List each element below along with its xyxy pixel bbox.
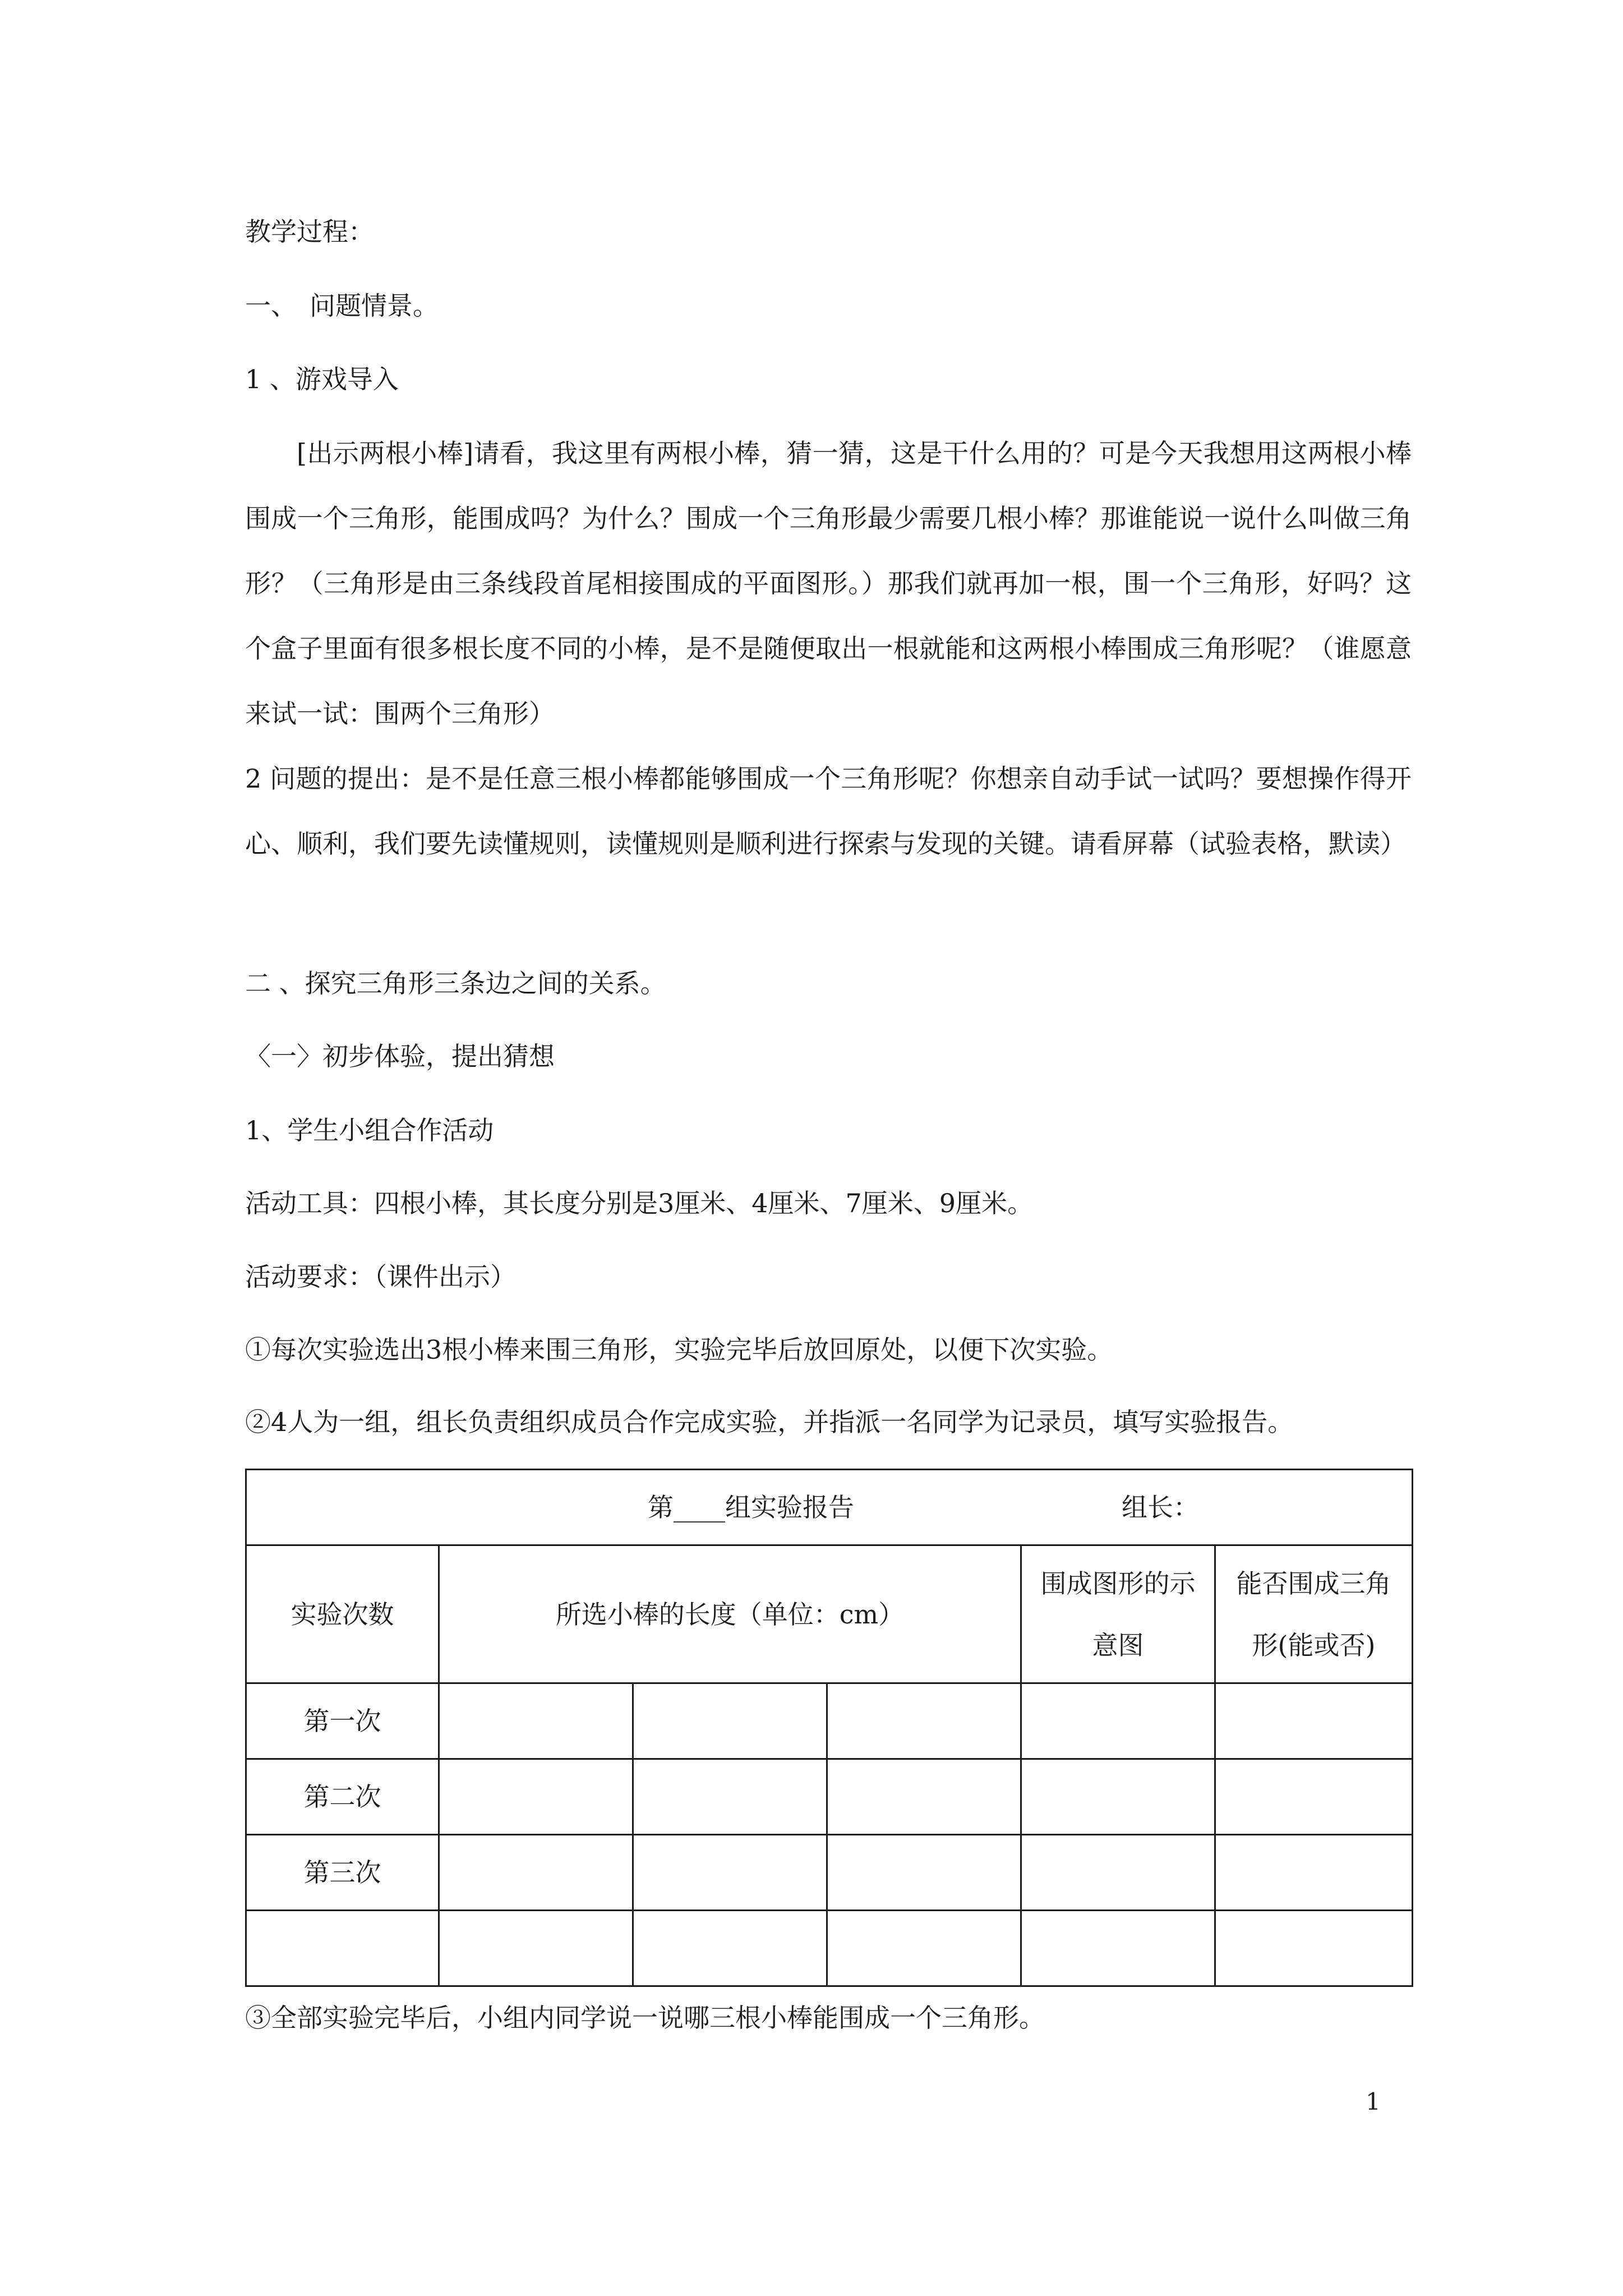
activity-tools: 活动工具：四根小棒，其长度分别是3厘米、4厘米、7厘米、9厘米。 <box>245 1188 1034 1218</box>
header-can-form-triangle <box>1215 1545 1413 1683</box>
requirement-one: ①每次实验选出3根小棒来围三角形，实验完毕后放回原处，以便下次实验。 <box>245 1335 1113 1365</box>
length-cell[interactable] <box>827 1835 1021 1911</box>
result-cell[interactable] <box>1215 1683 1413 1759</box>
subsection-group-activity: 1、学生小组合作活动 <box>245 1115 494 1145</box>
length-cell[interactable] <box>633 1683 827 1759</box>
header-shape-diagram-text: 围成图形的示意图 <box>1040 1568 1196 1660</box>
row-label: 第三次 <box>246 1835 439 1911</box>
length-cell[interactable] <box>439 1759 633 1835</box>
length-cell[interactable] <box>827 1683 1021 1759</box>
section-two-title: 二 、探究三角形三条边之间的关系。 <box>245 968 666 999</box>
table-row <box>246 1911 1413 1986</box>
length-cell[interactable] <box>633 1759 827 1835</box>
diagram-cell[interactable] <box>1021 1911 1215 1986</box>
table-row <box>246 1759 1413 1835</box>
length-cell[interactable] <box>633 1911 827 1986</box>
row-label: 第二次 <box>246 1759 439 1835</box>
length-cell[interactable] <box>439 1911 633 1986</box>
table-title-cell <box>246 1470 1413 1545</box>
paragraph-game-intro: [出示两根小棒]请看，我这里有两根小棒，猜一猜，这是干什么用的？可是今天我想用这两根小棒围成一个三角形，能围成吗？为什么？围成一个三角形最少需要几根小棒？那谁能说一说什么叫做三角形？（三角形是由三条线段首尾相接围成的平面图形。）那我们就再加一根，围一个三角形，好吗？这个盒子里面有很多根长度不同的小棒，是不是随便取出一根就能和这两根小棒围成三角形呢？（谁愿意来试一试：围两个三角形） <box>245 438 1412 729</box>
subsection-initial-experience: 〈一〉初步体验，提出猜想 <box>245 1041 555 1071</box>
group-leader-label: 组长： <box>1122 1492 1199 1522</box>
diagram-cell[interactable] <box>1021 1835 1215 1911</box>
table-row <box>246 1835 1413 1911</box>
header-can-form-triangle-text: 能否围成三角形(能或否) <box>1236 1568 1391 1660</box>
page-number: 1 <box>1366 2088 1381 2115</box>
diagram-cell[interactable] <box>1021 1683 1215 1759</box>
activity-requirements: 活动要求：（课件出示） <box>245 1262 516 1292</box>
header-stick-lengths: 所选小棒的长度（单位：cm） <box>439 1545 1021 1683</box>
report-title: 第____组实验报告 <box>648 1492 854 1522</box>
length-cell[interactable] <box>439 1683 633 1759</box>
diagram-cell[interactable] <box>1021 1759 1215 1835</box>
length-cell[interactable] <box>827 1911 1021 1986</box>
requirement-three: ③全部实验完毕后，小组内同学说一说哪三根小棒能围成一个三角形。 <box>245 2003 1045 2033</box>
subsection-game-intro: 1 、游戏导入 <box>245 364 399 394</box>
result-cell[interactable] <box>1215 1759 1413 1835</box>
table-title-row <box>246 1470 1413 1545</box>
requirement-two: ②4人为一组，组长负责组织成员合作完成实验，并指派一名同学为记录员，填写实验报告。 <box>245 1407 1294 1437</box>
experiment-report-table <box>245 1469 1413 1987</box>
length-cell[interactable] <box>633 1835 827 1911</box>
result-cell[interactable] <box>1215 1911 1413 1986</box>
paragraph-problem-statement: 2 问题的提出：是不是任意三根小棒都能够围成一个三角形呢？你想亲自动手试一试吗？要想操作得开心、顺利，我们要先读懂规则，读懂规则是顺利进行探索与发现的关键。请看屏幕（试验表格，默读） <box>245 763 1412 859</box>
length-cell[interactable] <box>439 1835 633 1911</box>
header-shape-diagram <box>1021 1545 1215 1683</box>
heading-teaching-process: 教学过程： <box>245 217 374 247</box>
table-header-row <box>246 1545 1413 1683</box>
row-label <box>246 1911 439 1986</box>
row-label: 第一次 <box>246 1683 439 1759</box>
table-row <box>246 1683 1413 1759</box>
length-cell[interactable] <box>827 1759 1021 1835</box>
section-one-title: 一、 问题情景。 <box>245 291 439 321</box>
result-cell[interactable] <box>1215 1835 1413 1911</box>
header-experiment-count: 实验次数 <box>246 1545 439 1683</box>
